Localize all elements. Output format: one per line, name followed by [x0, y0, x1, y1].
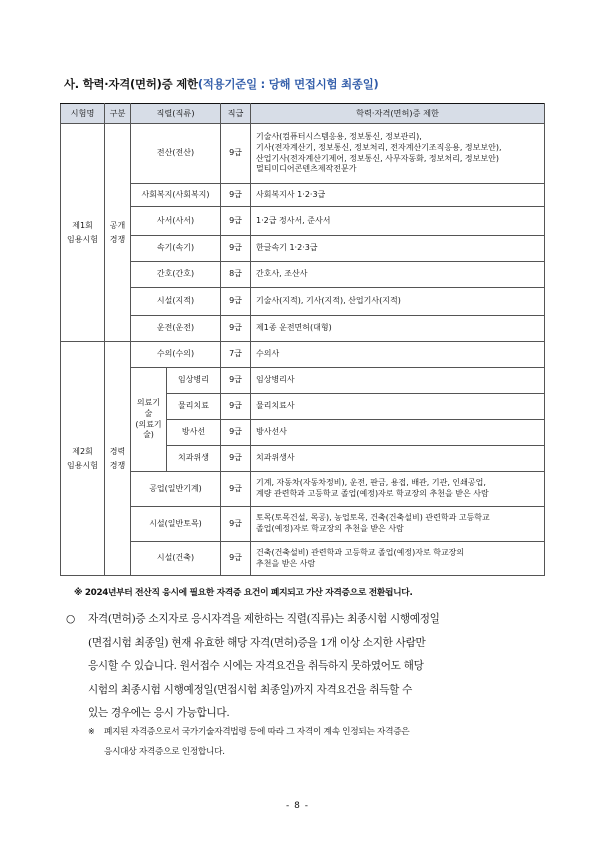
series-cell: 간호(간호)	[131, 262, 221, 288]
requirement-cell: 치과위생사	[251, 446, 545, 472]
grade-cell: 9급	[221, 288, 251, 316]
requirement-cell: 기술사(지적), 기사(지적), 산업기사(지적)	[251, 288, 545, 316]
grade-cell: 8급	[221, 262, 251, 288]
header-exam: 시험명	[61, 104, 105, 124]
grade-cell: 9급	[221, 542, 251, 576]
requirement-cell: 사회복지사 1·2·3급	[251, 184, 545, 207]
requirement-cell: 제1종 운전면허(대형)	[251, 316, 545, 342]
requirement-cell: 임상병리사	[251, 368, 545, 394]
notice-text: ※ 2024년부터 전산직 응시에 필요한 자격증 요건이 폐지되고 가산 자격증으로 전환됩니다.	[74, 588, 413, 598]
series-cell: 운전(운전)	[131, 316, 221, 342]
reference-mark-icon: ※	[88, 727, 95, 736]
paragraph-line: 자격(면허)증 소지자로 응시자격을 제한하는 직렬(직류)는 최종시험 시행예정일	[88, 613, 440, 625]
footnote	[88, 722, 548, 762]
qualification-table	[60, 103, 545, 576]
requirement-cell: 간호사, 조산사	[251, 262, 545, 288]
table-row	[61, 472, 545, 507]
grade-cell: 9급	[221, 184, 251, 207]
table-row	[61, 288, 545, 316]
footnote-line: 폐지된 자격증으로서 국가기술자격법령 등에 따라 그 자격이 계속 인정되는 자격증은	[104, 727, 410, 737]
series-cell: 시설(건축)	[131, 542, 221, 576]
page-number: - 8 -	[286, 801, 309, 811]
requirement-cell: 1·2급 정사서, 준사서	[251, 207, 545, 236]
grade-cell: 9급	[221, 507, 251, 542]
grade-cell: 7급	[221, 342, 251, 368]
section-title-criteria: (적용기준일 : 당해 면접시험 최종일)	[197, 77, 379, 91]
paragraph-line: 있는 경우에는 응시 가능합니다.	[88, 707, 230, 719]
section-title-text: 사. 학력·자격(면허)증 제한	[64, 77, 198, 91]
exam-name-cell: 제2회 임용시험	[61, 342, 105, 576]
paragraph-line: 응시할 수 있습니다. 원서접수 시에는 자격요건을 취득하지 못하였어도 해당	[88, 660, 424, 672]
table-row	[61, 316, 545, 342]
series-cell: 치과위생	[167, 446, 221, 472]
table-header-row	[61, 104, 545, 124]
paragraph	[66, 608, 548, 726]
series-cell: 수의(수의)	[131, 342, 221, 368]
series-cell: 공업(일반기계)	[131, 472, 221, 507]
table-row	[61, 236, 545, 262]
circle-bullet-icon: ○	[66, 613, 75, 625]
table-row	[61, 368, 545, 394]
requirement-cell: 기술사(컴퓨터시스템응용, 정보통신, 정보관리), 기사(전자계산기, 정보통신, 정보처리, 전자계산기조직응용, 정보보안), 산업기사(전자계산기제어, 정보통신, 사무자동화, 정보처리, 정보보안) 멀티미디어콘텐츠제작전문가	[251, 124, 545, 184]
requirement-cell: 방사선사	[251, 420, 545, 446]
grade-cell: 9급	[221, 472, 251, 507]
requirement-cell: 수의사	[251, 342, 545, 368]
grade-cell: 9급	[221, 420, 251, 446]
table-row	[61, 124, 545, 184]
paragraph-line: (면접시험 최종일) 현재 유효한 해당 자격(면허)증을 1개 이상 소지한 사람만	[88, 636, 426, 649]
header-kind: 구분	[105, 104, 131, 124]
requirement-cell: 기계, 자동차(자동차정비), 운전, 판금, 용접, 배관, 기관, 인쇄공업, 계량 관련학과 고등학교 졸업(예정)자로 학교장의 추천을 받은 사람	[251, 472, 545, 507]
requirement-cell: 토목(토목건설, 목공), 농업토목, 건축(건축설비) 관련학과 고등학교 졸업(예정)자로 학교장의 추천을 받은 사람	[251, 507, 545, 542]
table-row	[61, 262, 545, 288]
footnote-line: 응시대상 자격증으로 인정합니다.	[104, 747, 225, 757]
series-cell: 사서(사서)	[131, 207, 221, 236]
header-requirement: 학력·자격(면허)증 제한	[251, 104, 545, 124]
grade-cell: 9급	[221, 236, 251, 262]
series-cell: 시설(지적)	[131, 288, 221, 316]
grade-cell: 9급	[221, 207, 251, 236]
medical-group-cell: 의료기술 (의료기술)	[131, 368, 167, 472]
series-cell: 방사선	[167, 420, 221, 446]
table-row	[61, 342, 545, 368]
table-row	[61, 507, 545, 542]
table-row	[61, 207, 545, 236]
exam-kind-cell: 경력 경쟁	[105, 342, 131, 576]
grade-cell: 9급	[221, 394, 251, 420]
series-cell: 시설(일반토목)	[131, 507, 221, 542]
table-row	[61, 184, 545, 207]
grade-cell: 9급	[221, 368, 251, 394]
section-title	[64, 76, 379, 92]
grade-cell: 9급	[221, 124, 251, 184]
grade-cell: 9급	[221, 446, 251, 472]
series-cell: 전산(전산)	[131, 124, 221, 184]
exam-kind-cell: 공개 경쟁	[105, 124, 131, 342]
requirement-cell: 한글속기 1·2·3급	[251, 236, 545, 262]
requirement-cell: 건축(건축설비) 관련학과 고등학교 졸업(예정)자로 학교장의 추천을 받은 사람	[251, 542, 545, 576]
table-row	[61, 542, 545, 576]
requirement-cell: 물리치료사	[251, 394, 545, 420]
header-series: 직렬(직류)	[131, 104, 221, 124]
header-grade: 직급	[221, 104, 251, 124]
series-cell: 임상병리	[167, 368, 221, 394]
series-cell: 물리치료	[167, 394, 221, 420]
series-cell: 속기(속기)	[131, 236, 221, 262]
exam-name-cell: 제1회 임용시험	[61, 124, 105, 342]
series-cell: 사회복지(사회복지)	[131, 184, 221, 207]
paragraph-line: 시험의 최종시험 시행예정일(면접시험 최종일)까지 자격요건을 취득할 수	[88, 683, 413, 696]
grade-cell: 9급	[221, 316, 251, 342]
